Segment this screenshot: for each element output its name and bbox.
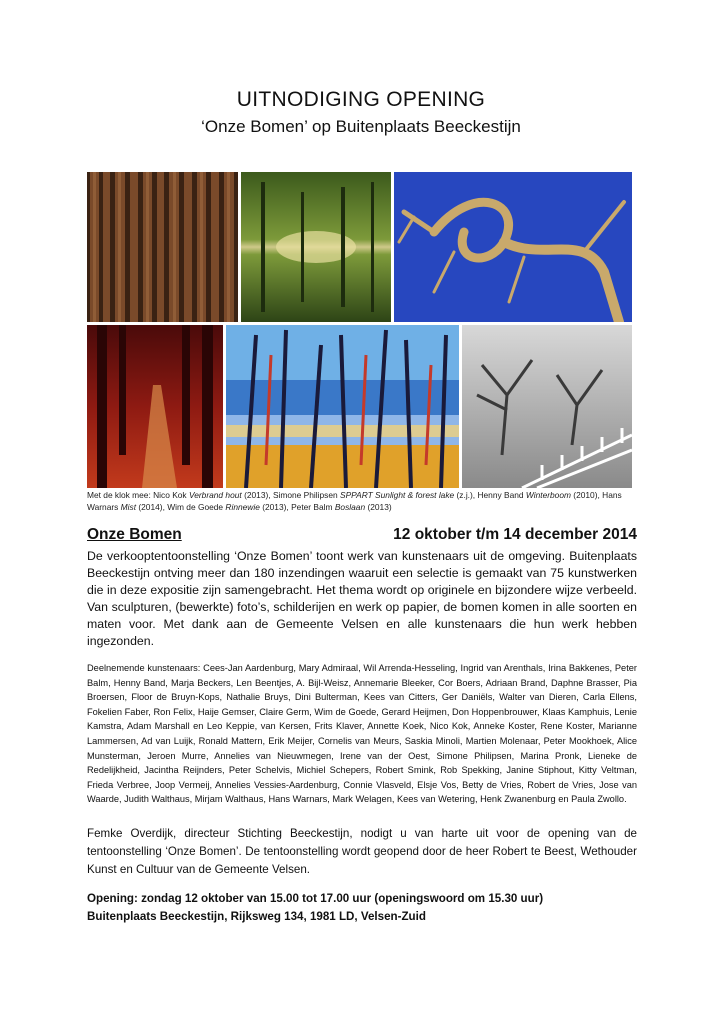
caption-artist: Nico Kok xyxy=(153,490,187,500)
caption-separator: , xyxy=(162,502,168,512)
artwork-boslaan-image xyxy=(87,325,223,488)
caption-artist: Hans Warnars xyxy=(87,490,622,512)
caption-separator: , xyxy=(597,490,603,500)
caption-work: Mist xyxy=(120,502,137,512)
opening-details xyxy=(87,890,637,926)
caption-entry xyxy=(477,490,602,500)
page-subtitle: ‘Onze Bomen’ op Buitenplaats Beeckestijn xyxy=(201,117,521,136)
caption-work: Winterboom xyxy=(525,490,571,500)
caption-year: (2014) xyxy=(138,502,163,512)
caption-entry xyxy=(153,490,273,500)
caption-artist: Wim de Goede xyxy=(167,502,224,512)
caption-artist: Peter Balm xyxy=(291,502,333,512)
opening-time: Opening: zondag 12 oktober van 15.00 tot 17.00 uur (openingswoord om 15.30 uur) xyxy=(87,892,544,905)
caption-work: Rinnewie xyxy=(225,502,260,512)
caption-separator: , xyxy=(472,490,478,500)
caption-year: (2013) xyxy=(244,490,269,500)
artwork-forest-lake-image xyxy=(241,172,391,322)
caption-year: (2010) xyxy=(573,490,598,500)
artwork-winterboom-image xyxy=(394,172,632,322)
section-header xyxy=(87,526,637,544)
caption-year: (z.j.) xyxy=(456,490,473,500)
image-caption xyxy=(87,489,637,513)
intro-paragraph: De verkooptentoonstelling ‘Onze Bomen’ toont werk van kunstenaars uit de omgeving. Buitenplaats Beeckestijn ontving meer dan 180 inzendingen waaruit een selectie is gemaakt van 75 kunstwerken die in deze expositie zijn samengebracht. Het thema wordt op originele en bijzondere wijze verbeeld. Van sculpturen, (bewerkte) foto’s, schilderijen en werk op papier, de bomen komen in alle soorten en maten voor. Met dank aan de Gemeente Velsen en alle kunstenaars die hun werk hebben ingezonden. xyxy=(87,549,637,648)
caption-work: SPPART Sunlight & forest lake xyxy=(339,490,455,500)
invitation-paragraph: Femke Overdijk, directeur Stichting Beeckestijn, nodigt u van harte uit voor de opening van de tentoonstelling ‘Onze Bomen’. De tentoonstelling wordt geopend door de heer Robert te Beest, Wethouder Kunst en Cultuur van de Gemeente Velsen. xyxy=(87,827,637,876)
artwork-burnt-wood-image xyxy=(87,172,238,322)
caption-separator: , xyxy=(286,502,292,512)
caption-year: (2013) xyxy=(367,502,392,512)
caption-entry xyxy=(273,490,478,500)
caption-artist: Henny Band xyxy=(477,490,524,500)
caption-entry xyxy=(291,502,392,512)
page-title: UITNODIGING OPENING xyxy=(236,88,486,111)
caption-work: Verbrand hout xyxy=(188,490,242,500)
artwork-mist-image xyxy=(462,325,632,488)
caption-work: Boslaan xyxy=(334,502,366,512)
exhibition-dates: 12 oktober t/m 14 december 2014 xyxy=(393,526,637,543)
caption-entry xyxy=(167,502,291,512)
section-heading: Onze Bomen xyxy=(87,526,182,543)
participating-artists-paragraph: Deelnemende kunstenaars: Cees-Jan Aardenburg, Mary Admiraal, Wil Arrenda-Hesseling, Ingrid van Arenthals, Irina Bakkenes, Peter Balm, Henny Band, Marja Beckers, Len Beentjes, A. Bijl-Weisz, Annemarie Bleeker, Cor Boers, Adriaan Brand, Daphne Brasser, Pia Broersen, Floor de Bruyn-Kops, Nathalie Bruys, Dini Bulterman, Kees van Citters, Ger Daniëls, Walter van Dieren, Carla Ellens, Fokelien Faber, Ron Felix, Haije Gemser, Claire Germ, Wim de Goede, Gerard Heijmen, Don Hoppenbrouwer, Klaas Kamphuis, Lenie Kamstra, Adam Marshall en Leo Keppie, van Kersen, Frits Klaver, Annette Koek, Nico Kok, Anneke Koster, Rene Koster, Marianne Lammersen, Ad van Luijk, Ronald Mattern, Erik Meijer, Cornelis van Meurs, Saskia Minoli, Martien Molenaar, Peter Mookhoek, Alice Munsterman, Jeroen Murre, Annelies van Nieuwmegen, Irene van der Oest, Simone Philipsen, Marina Pronk, Lieneke de Redelijkheid, Jacintha Reijnders, Peter Schelvis, Michiel Schepers, Robert Smink, Rob Spekking, Janine Stiphout, Kitty Veltman, Frieda Verbree, Joop Vermeij, Annelies Vessies-Aardenburg, Connie Vlasveld, Elsje Vos, Betty de Vries, Robert de Vries, Jose van Waarde, Judith Walthaus, Mirjam Walthaus, Hans Warnars, Mark Welagen, Kees van Wetering, Henk Zwanenburg en Paula Zwollo. xyxy=(87,663,637,805)
caption-separator: , xyxy=(268,490,273,500)
caption-year: (2013) xyxy=(262,502,287,512)
caption-artist: Simone Philipsen xyxy=(272,490,338,500)
caption-prefix: Met de klok mee: xyxy=(87,490,154,500)
artwork-rinnewie-image xyxy=(226,325,459,488)
opening-address: Buitenplaats Beeckestijn, Rijksweg 134, 1981 LD, Velsen-Zuid xyxy=(87,910,426,923)
